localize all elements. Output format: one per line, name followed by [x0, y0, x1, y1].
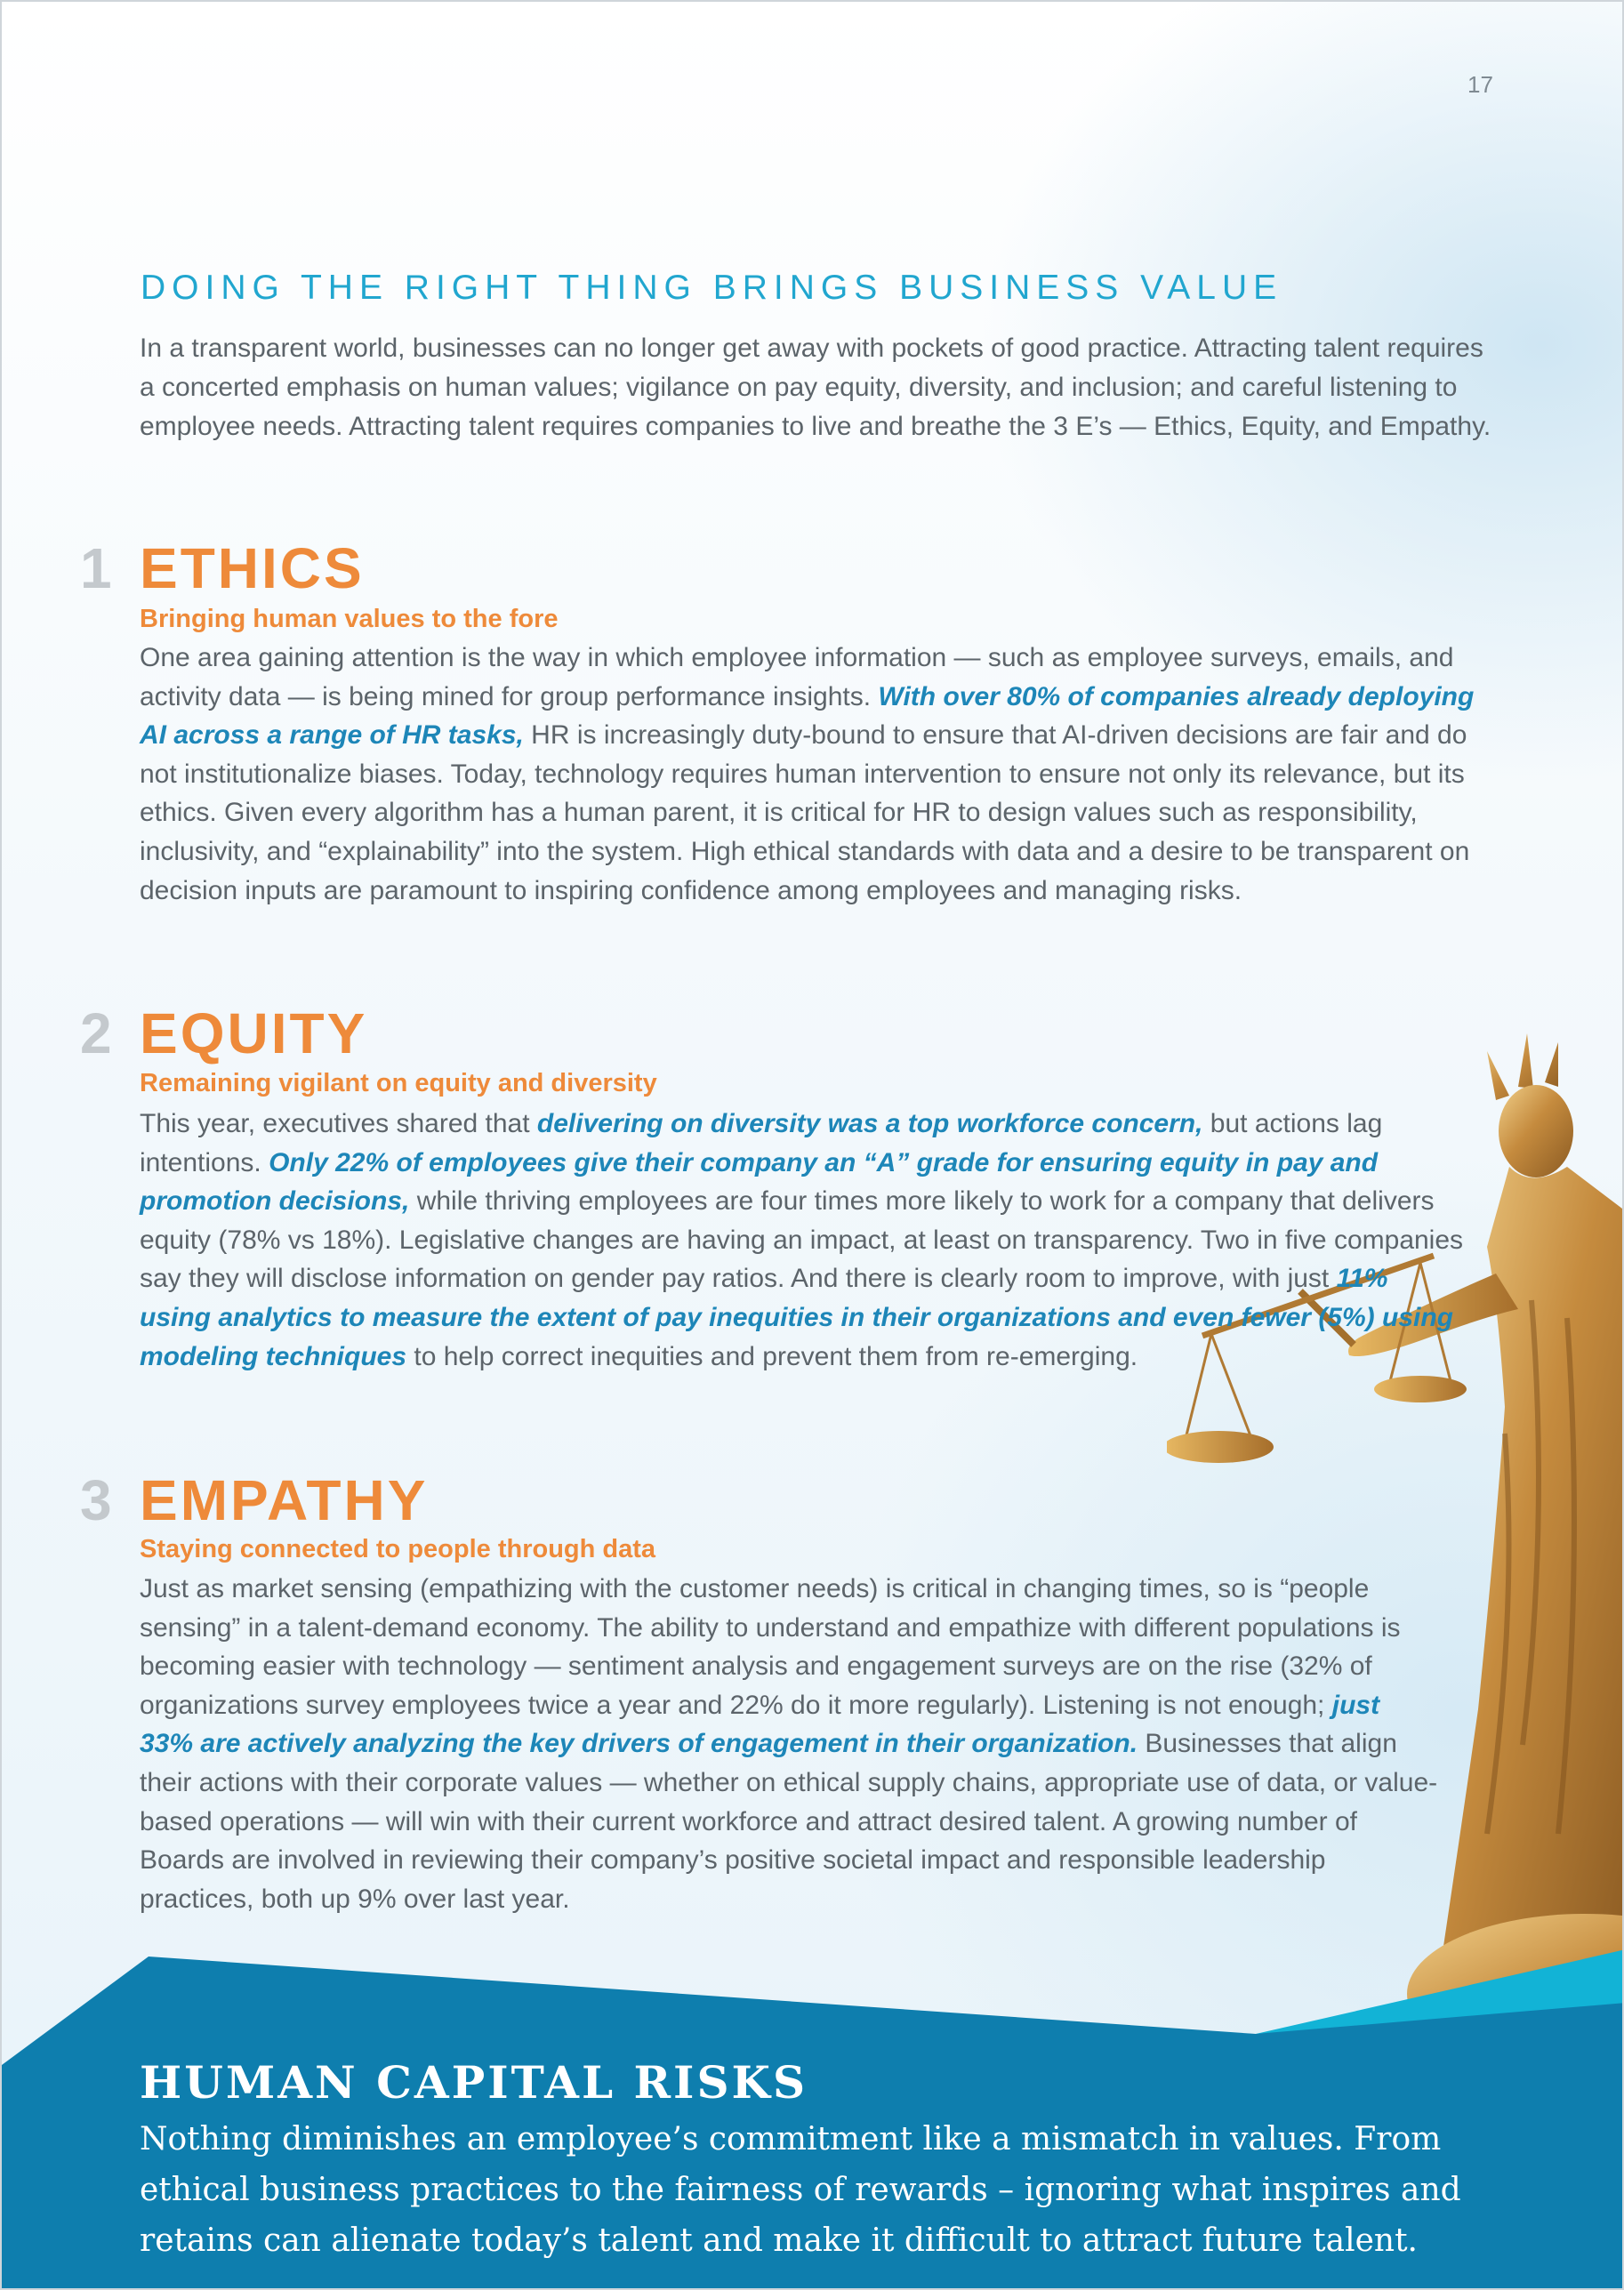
body-text-run: This year, executives shared that [140, 1109, 537, 1138]
intro-paragraph: In a transparent world, businesses can no longer get away with pockets of good practice. Attracting talent requires a concerted emphasis on human values; vigilance on pay equity, diversity, and inclusion; and careful listening to employee needs. Attracting talent requires companies to live and breathe the 3 E’s — Ethics, Equity, and Empathy. [140, 333, 1491, 441]
page-number: 17 [1467, 71, 1493, 98]
body-text-run: while thriving employees are four times more likely to work for a company that delivers equity (78% vs 18%). Legislative changes are having an impact, at least on transparency. Two in five companies say they will disclose information on gender pay ratios. And there is clearly room to improve, with just [140, 1186, 1464, 1294]
section-body [140, 1570, 1438, 1918]
highlighted-stat: With over 80% of companies already deploying AI across a range of HR tasks, [140, 681, 1475, 751]
highlighted-stat: just 33% are actively analyzing the key drivers of engagement in their organization. [140, 1690, 1380, 1759]
section-body [140, 639, 1496, 910]
body-text-run: but actions lag intentions. [140, 1109, 1383, 1177]
highlighted-stat: 11% using analytics to measure the extent of pay inequities in their organizations and even fewer (5%) using modeling techniques [140, 1264, 1453, 1371]
banner-text: Nothing diminishes an employee’s commitment like a mismatch in values. From ethical business practices to the fairness of rewards – ignoring what inspires and retains can alienate today’s talent and make it difficult to attract future talent. [140, 2121, 1461, 2259]
body-text-run: HR is increasingly duty-bound to ensure that AI-driven decisions are fair and do not institutionalize biases. Today, technology requires human intervention to ensure not only its relevance, but its ethics. Given every algorithm has a human parent, it is critical for HR to design values such as responsibility, inclusivity, and “explainability” into the system. High ethical standards with data and a desire to be transparent on decision inputs are paramount to inspiring confidence among employees and managing risks. [140, 720, 1470, 905]
banner-title: HUMAN CAPITAL RISKS [140, 2056, 808, 2109]
section-subtitle: Staying connected to people through data [140, 1535, 656, 1563]
section-subtitle: Bringing human values to the fore [140, 605, 559, 633]
section-number: 2 [80, 1001, 112, 1065]
section-number: 3 [80, 1468, 112, 1532]
section-title: EQUITY [140, 1001, 368, 1065]
section-subtitle: Remaining vigilant on equity and diversity [140, 1069, 657, 1097]
section-body [140, 1105, 1465, 1376]
section-number: 1 [80, 536, 112, 600]
section-title: ETHICS [140, 536, 365, 600]
body-text-run: to help correct inequities and prevent them from re-emerging. [406, 1341, 1138, 1371]
intro-heading: DOING THE RIGHT THING BRINGS BUSINESS VALUE [141, 269, 1283, 307]
highlighted-stat: Only 22% of employees give their company an “A” grade for ensuring equity in pay and promotion decisions, [140, 1147, 1379, 1217]
body-text-run: One area gaining attention is the way in which employee information — such as employee surveys, emails, and activity data — is being mined for group performance insights. [140, 643, 1454, 711]
body-text-run: Just as market sensing (empathizing with the customer needs) is critical in changing times, so is “people sensing” in a talent-demand economy. The ability to understand and empathize with different populations is becoming easier with technology — sentiment analysis and engagement surveys are on the rise (32% of organizations survey employees twice a year and 22% do it more regularly). Listening is not enough; [140, 1574, 1401, 1720]
highlighted-stat: delivering on diversity was a top workforce concern, [536, 1109, 1203, 1138]
section-title: EMPATHY [140, 1468, 429, 1532]
body-text-run: Businesses that align their actions with their corporate values — whether on ethical supply chains, appropriate use of data, or value-based operations — will win with their current workforce and attract desired talent. A growing number of Boards are involved in reviewing their company’s positive societal impact and responsible leadership practices, both up 9% over last year. [140, 1729, 1438, 1914]
